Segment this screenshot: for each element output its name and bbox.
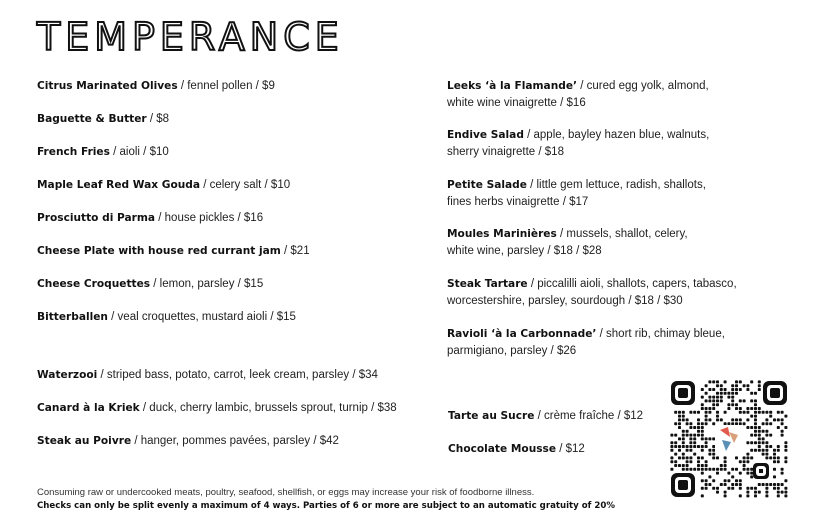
menu-item-desc: / striped bass, potato, carrot, leek cream, parsley / $34 [97,369,378,381]
menu-item-desc: / mussels, shallot, celery, [556,228,688,240]
menu-item-name: Ravioli ‘à la Carbonnade’ [447,328,597,340]
menu-item-desc: / crème fraîche / $12 [534,410,644,422]
menu-item-name: Maple Leaf Red Wax Gouda [37,179,200,191]
menu-item-name: Steak Tartare [447,278,528,290]
menu-item-name: Tarte au Sucre [448,410,535,422]
menu-item [37,309,296,326]
menu-item-desc: / fennel pollen / $9 [177,80,275,92]
menu-item [37,111,169,128]
restaurant-title: TEMPERANCE [37,15,344,59]
menu-item-desc: / little gem lettuce, radish, shallots, [526,179,706,191]
menu-item [37,400,397,417]
menu-item-name: Prosciutto di Parma [37,212,156,224]
menu-item-desc: / apple, bayley hazen blue, walnuts, [523,129,710,141]
menu-item-name: Moules Marinières [447,228,557,240]
check-split-policy: Checks can only be split evenly a maximum of 4 ways. Parties of 6 or more are subject to an automatic gratuity of 20% [37,501,615,511]
menu-item-desc: / lemon, parsley / $15 [150,278,264,290]
menu-item [37,243,310,260]
menu-item-name: Citrus Marinated Olives [37,80,178,92]
menu-item-name: Endive Salad [447,129,524,141]
menu-item-desc: / cured egg yolk, almond, [577,80,709,92]
menu-item-desc: / $8 [146,113,170,125]
menu-item [37,144,169,161]
qr-finder-top-left [671,381,695,405]
menu-item-name: Bitterballen [37,311,108,323]
menu-item-desc: / duck, cherry lambic, brussels sprout, turnip / $38 [139,402,397,414]
menu-item-name: Canard à la Kriek [37,402,140,414]
menu-item-desc: / aioli / $10 [109,146,169,158]
raw-food-warning: Consuming raw or undercooked meats, poultry, seafood, shellfish, or eggs may increase your risk of foodborne illness. [37,487,535,498]
menu-item-desc: / celery salt / $10 [200,179,291,191]
menu-item-name: French Fries [37,146,110,158]
menu-item-name: Waterzooi [37,369,98,381]
menu-item [37,210,263,227]
menu-item-desc: / short rib, chimay bleue, [596,328,725,340]
menu-item-desc-line2: sherry vinaigrette / $18 [447,145,564,158]
menu-item-desc: / veal croquettes, mustard aioli / $15 [107,311,296,323]
menu-item-desc-line2: white wine vinaigrette / $16 [447,96,586,109]
menu-item [448,408,643,425]
qr-alignment-marker [753,463,769,479]
menu-item-desc-line2: fines herbs vinaigrette / $17 [447,195,589,208]
menu-item [37,177,290,194]
menu-item [447,127,709,160]
menu-item [448,441,585,458]
menu-item [37,367,378,384]
menu-item-desc-line2: parmigiano, parsley / $26 [447,344,577,357]
menu-item [37,433,339,450]
menu-item-name: Chocolate Mousse [448,443,557,455]
qr-center-logo [715,425,743,453]
menu-item [447,177,706,210]
menu-item [37,78,275,95]
menu-item-name: Baguette & Butter [37,113,147,125]
menu-item-desc: / hanger, pommes pavées, parsley / $42 [131,435,339,447]
menu-item [37,276,263,293]
qr-code[interactable] [670,380,788,498]
menu-item-name: Cheese Croquettes [37,278,151,290]
menu-item-name: Leeks ‘à la Flamande’ [447,80,578,92]
menu-item [447,226,688,259]
qr-finder-top-right [763,381,787,405]
menu-item-desc-line2: white wine, parsley / $18 / $28 [447,244,602,257]
menu-item-desc: / $12 [556,443,585,455]
menu-item-desc: / house pickles / $16 [155,212,264,224]
menu-item-desc-line2: worcestershire, parsley, sourdough / $18 / $30 [447,294,683,307]
menu-item-name: Steak au Poivre [37,435,132,447]
menu-item [447,276,737,309]
menu-item [447,326,725,359]
menu-item-name: Cheese Plate with house red currant jam [37,245,281,257]
menu-item-name: Petite Salade [447,179,527,191]
menu-item [447,78,709,111]
menu-item-desc: / piccalilli aioli, shallots, capers, tabasco, [527,278,737,290]
qr-finder-bottom-left [671,473,695,497]
menu-item-desc: / $21 [280,245,310,257]
